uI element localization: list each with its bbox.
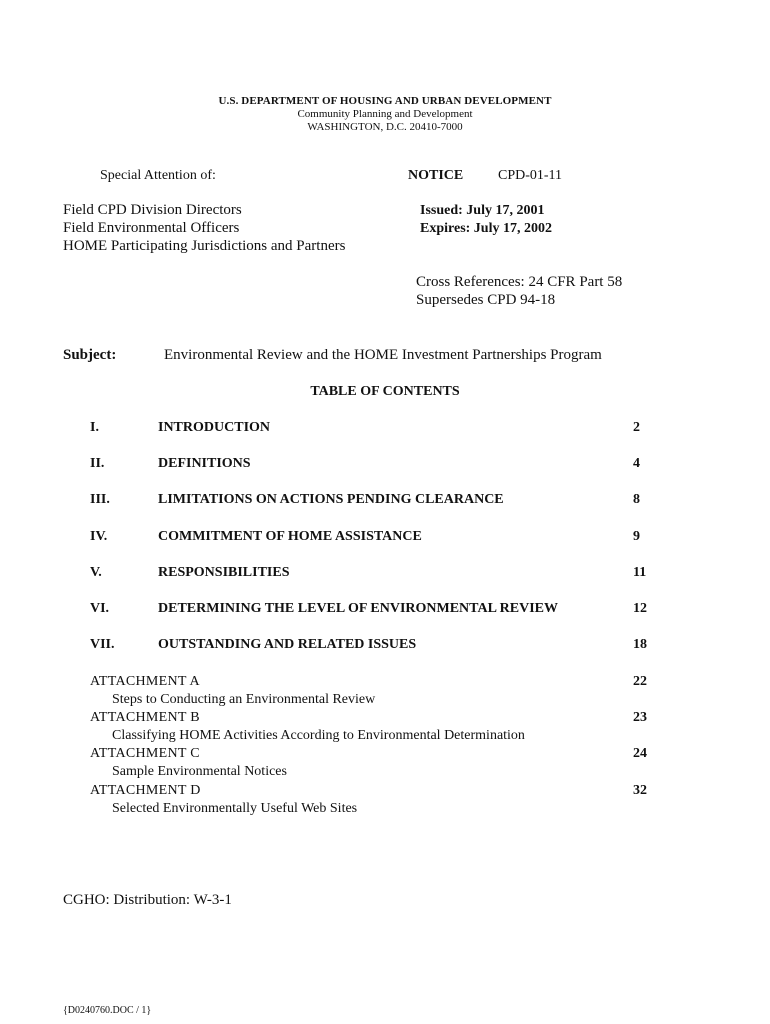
attachment-page: 22: [633, 674, 647, 689]
toc-section-row: [0, 529, 770, 547]
toc-section-title: LIMITATIONS ON ACTIONS PENDING CLEARANCE: [158, 492, 504, 507]
supersedes: Supersedes CPD 94-18: [416, 292, 556, 308]
toc-section-title: OUTSTANDING AND RELATED ISSUES: [158, 637, 417, 652]
toc-section-title: COMMITMENT OF HOME ASSISTANCE: [158, 529, 422, 544]
distribution-line: CGHO: Distribution: W-3-1: [63, 892, 232, 908]
attachment-title: ATTACHMENT D: [90, 783, 201, 798]
footer-document-id: {D0240760.DOC / 1}: [63, 1005, 152, 1016]
attachment-title: ATTACHMENT B: [90, 710, 200, 725]
expires-date: Expires: July 17, 2002: [420, 221, 552, 236]
subject-text: Environmental Review and the HOME Investment Partnerships Program: [164, 347, 602, 363]
toc-section-page: 11: [633, 565, 647, 580]
recipient-1: Field CPD Division Directors: [63, 202, 242, 218]
toc-section-row: [0, 456, 770, 474]
toc-section-title: INTRODUCTION: [158, 420, 271, 435]
toc-section-page: 2: [633, 420, 640, 435]
toc-section-number: VII.: [90, 637, 115, 652]
toc-section-number: II.: [90, 456, 105, 471]
notice-number: CPD-01-11: [498, 168, 563, 183]
recipient-2: Field Environmental Officers: [63, 220, 240, 236]
toc-section-row: [0, 601, 770, 619]
toc-section-row: [0, 565, 770, 583]
attachment-page: 24: [633, 746, 647, 761]
attachment-page: 23: [633, 710, 647, 725]
toc-section-page: 9: [633, 529, 640, 544]
toc-attachment-row: [0, 783, 770, 801]
toc-section-title: RESPONSIBILITIES: [158, 565, 290, 580]
special-attention-label: Special Attention of:: [100, 168, 216, 183]
office-name: Community Planning and Development: [297, 108, 473, 120]
toc-section-page: 12: [633, 601, 647, 616]
toc-attachment-row: [0, 710, 770, 728]
toc-section-number: IV.: [90, 529, 108, 544]
attachment-title: ATTACHMENT C: [90, 746, 200, 761]
toc-section-number: I.: [90, 420, 99, 435]
toc-section-number: VI.: [90, 601, 110, 616]
toc-section-number: III.: [90, 492, 110, 507]
attachment-description: Selected Environmentally Useful Web Sites: [112, 801, 358, 816]
toc-section-page: 18: [633, 637, 647, 652]
toc-section-page: 4: [633, 456, 640, 471]
agency-name: U.S. DEPARTMENT OF HOUSING AND URBAN DEVELOPMENT: [218, 95, 552, 107]
attachment-description: Classifying HOME Activities According to Environmental Determination: [112, 728, 525, 743]
attachment-page: 32: [633, 783, 647, 798]
toc-section-title: DETERMINING THE LEVEL OF ENVIRONMENTAL REVIEW: [158, 601, 558, 616]
toc-heading: TABLE OF CONTENTS: [310, 384, 460, 399]
toc-section-number: V.: [90, 565, 102, 580]
toc-section-page: 8: [633, 492, 640, 507]
toc-section-row: [0, 492, 770, 510]
issued-date: Issued: July 17, 2001: [420, 203, 545, 218]
attachment-description: Steps to Conducting an Environmental Review: [112, 692, 376, 707]
toc-section-row: [0, 637, 770, 655]
office-address: WASHINGTON, D.C. 20410-7000: [307, 121, 463, 133]
attachment-description: Sample Environmental Notices: [112, 764, 287, 779]
toc-section-row: [0, 420, 770, 438]
recipient-3: HOME Participating Jurisdictions and Partners: [63, 238, 346, 254]
toc-attachment-row: [0, 746, 770, 764]
notice-label: NOTICE: [408, 168, 464, 183]
subject-label: Subject:: [63, 347, 117, 363]
cross-references: Cross References: 24 CFR Part 58: [416, 274, 623, 290]
toc-attachment-row: [0, 674, 770, 692]
attachment-title: ATTACHMENT A: [90, 674, 200, 689]
toc-section-title: DEFINITIONS: [158, 456, 251, 471]
